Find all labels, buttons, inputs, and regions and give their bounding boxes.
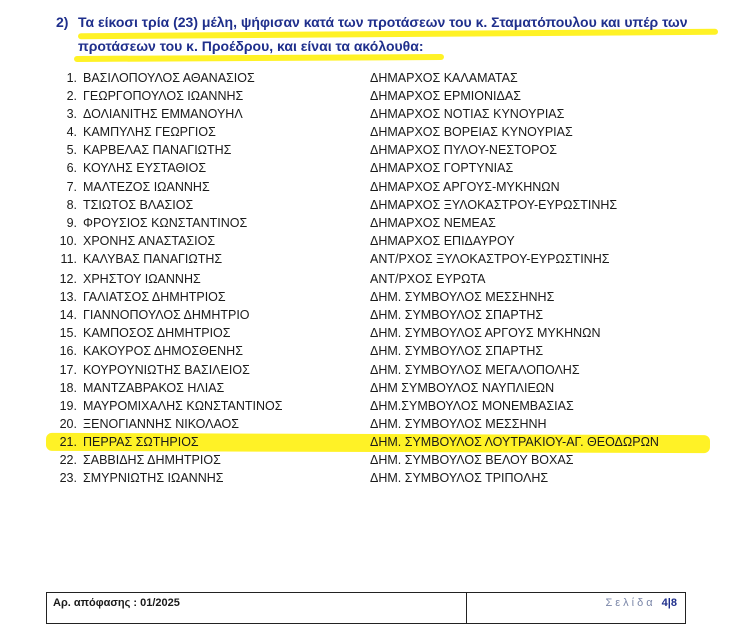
member-number: 14. (59, 308, 77, 323)
member-name: ΚΑΜΠΥΛΗΣ ΓΕΩΡΓΙΟΣ (83, 125, 216, 140)
member-number: 23. (59, 471, 77, 486)
member-number: 5. (66, 143, 77, 158)
member-number: 19. (59, 398, 77, 413)
decision-number: Αρ. απόφασης : 01/2025 (47, 593, 467, 623)
member-number: 2. (66, 89, 77, 104)
member-number: 22. (59, 452, 77, 467)
member-row (50, 453, 710, 471)
member-title: ΔΗΜ. ΣΥΜΒΟΥΛΟΣ ΒΕΛΟΥ ΒΟΧΑΣ (370, 452, 574, 467)
member-title: ΔΗΜ. ΣΥΜΒΟΥΛΟΣ ΜΕΓΑΛΟΠΟΛΗΣ (370, 362, 580, 377)
member-name: ΣΑΒΒΙΔΗΣ ΔΗΜΗΤΡΙΟΣ (83, 452, 221, 467)
member-title: ΔΗΜ. ΣΥΜΒΟΥΛΟΣ ΜΕΣΣΗΝΗΣ (370, 290, 555, 305)
member-row (50, 326, 710, 344)
member-row (50, 234, 710, 252)
member-title: ΔΗΜ.ΣΥΜΒΟΥΛΟΣ ΜΟΝΕΜΒΑΣΙΑΣ (370, 398, 574, 413)
member-name: ΠΕΡΡΑΣ ΣΩΤΗΡΙΟΣ (83, 434, 199, 449)
member-row (50, 107, 710, 125)
member-row (50, 471, 710, 489)
page-current: 4 (661, 597, 668, 609)
member-name: ΚΑΡΒΕΛΑΣ ΠΑΝΑΓΙΩΤΗΣ (83, 143, 232, 158)
member-row (50, 381, 710, 399)
member-name: ΤΣΙΩΤΟΣ ΒΛΑΣΙΟΣ (83, 197, 194, 212)
member-title: ΔΗΜΑΡΧΟΣ ΑΡΓΟΥΣ-ΜΥΚΗΝΩΝ (370, 179, 560, 194)
member-row (50, 161, 710, 179)
member-row (50, 417, 710, 435)
member-title: ΔΗΜ. ΣΥΜΒΟΥΛΟΣ ΣΠΑΡΤΗΣ (370, 344, 544, 359)
member-name: ΚΑΛΥΒΑΣ ΠΑΝΑΓΙΩΤΗΣ (83, 251, 223, 266)
member-name: ΧΡΟΝΗΣ ΑΝΑΣΤΑΣΙΟΣ (83, 233, 216, 248)
member-number: 8. (66, 197, 77, 212)
member-title: ΔΗΜΑΡΧΟΣ ΓΟΡΤΥΝΙΑΣ (370, 161, 514, 176)
member-number: 11. (60, 251, 77, 266)
member-title: ΔΗΜ. ΣΥΜΒΟΥΛΟΣ ΑΡΓΟΥΣ ΜΥΚΗΝΩΝ (370, 326, 601, 341)
member-title: ΔΗΜΑΡΧΟΣ ΕΠΙΔΑΥΡΟΥ (370, 233, 515, 248)
page-separator: | (667, 597, 671, 609)
member-number: 17. (59, 362, 77, 377)
member-row (50, 125, 710, 143)
page-label: Σελίδα (605, 597, 656, 609)
member-title: ΔΗΜ. ΣΥΜΒΟΥΛΟΣ ΛΟΥΤΡΑΚΙΟΥ-ΑΓ. ΘΕΟΔΩΡΩΝ (370, 434, 659, 449)
member-title: ΔΗΜΑΡΧΟΣ ΚΑΛΑΜΑΤΑΣ (370, 71, 518, 85)
member-row (50, 308, 710, 326)
member-number: 18. (59, 380, 77, 395)
member-list (50, 71, 710, 489)
member-number: 4. (66, 125, 77, 140)
member-title: ΔΗΜΑΡΧΟΣ ΞΥΛΟΚΑΣΤΡΟΥ-ΕΥΡΩΣΤΙΝΗΣ (370, 197, 618, 212)
member-title: ΔΗΜΑΡΧΟΣ ΝΕΜΕΑΣ (370, 215, 496, 230)
member-title: ΔΗΜΑΡΧΟΣ ΠΥΛΟΥ-ΝΕΣΤΟΡΟΣ (370, 143, 557, 158)
member-number: 21. (59, 434, 77, 449)
member-number: 13. (59, 290, 77, 305)
member-number: 9. (66, 215, 77, 230)
member-name: ΧΡΗΣΤΟΥ ΙΩΑΝΝΗΣ (83, 272, 201, 287)
member-name: ΜΑΛΤΕΖΟΣ ΙΩΑΝΝΗΣ (83, 179, 210, 194)
page-total: 8 (670, 597, 677, 609)
member-row (50, 216, 710, 234)
member-row (50, 435, 710, 453)
member-name: ΔΟΛΙΑΝΙΤΗΣ ΕΜΜΑΝΟΥΗΛ (83, 107, 243, 122)
section-number: 2) (56, 14, 69, 30)
member-title: ΑΝΤ/ΡΧΟΣ ΕΥΡΩΤΑ (370, 272, 486, 287)
member-number: 15. (59, 326, 77, 341)
member-title: ΔΗΜ ΣΥΜΒΟΥΛΟΣ ΝΑΥΠΛΙΕΩΝ (370, 380, 555, 395)
member-number: 10. (59, 233, 77, 248)
member-row (50, 272, 710, 290)
member-row (50, 71, 710, 89)
member-row (50, 363, 710, 381)
member-number: 12. (59, 272, 77, 287)
member-name: ΓΑΛΙΑΤΣΟΣ ΔΗΜΗΤΡΙΟΣ (83, 290, 226, 305)
member-name: ΚΑΜΠΟΣΟΣ ΔΗΜΗΤΡΙΟΣ (83, 326, 231, 341)
member-name: ΣΜΥΡΝΙΩΤΗΣ ΙΩΑΝΝΗΣ (83, 471, 224, 486)
member-row (50, 89, 710, 107)
member-title: ΔΗΜΑΡΧΟΣ ΒΟΡΕΙΑΣ ΚΥΝΟΥΡΙΑΣ (370, 125, 573, 140)
member-name: ΚΟΥΡΟΥΝΙΩΤΗΣ ΒΑΣΙΛΕΙΟΣ (83, 362, 250, 377)
member-title: ΔΗΜΑΡΧΟΣ ΕΡΜΙΟΝΙΔΑΣ (370, 89, 521, 104)
member-title: ΔΗΜ. ΣΥΜΒΟΥΛΟΣ ΣΠΑΡΤΗΣ (370, 308, 544, 323)
member-number: 1. (66, 71, 77, 85)
member-row (50, 180, 710, 198)
member-title: ΔΗΜ. ΣΥΜΒΟΥΛΟΣ ΤΡΙΠΟΛΗΣ (370, 471, 549, 486)
member-row (50, 399, 710, 417)
member-name: ΓΕΩΡΓΟΠΟΥΛΟΣ ΙΩΑΝΝΗΣ (83, 89, 244, 104)
member-name: ΓΙΑΝΝΟΠΟΥΛΟΣ ΔΗΜΗΤΡΙΟ (83, 308, 250, 323)
member-name: ΦΡΟΥΣΙΟΣ ΚΩΝΣΤΑΝΤΙΝΟΣ (83, 215, 248, 230)
member-number: 16. (59, 344, 77, 359)
page-indicator (467, 593, 685, 623)
member-name: ΜΑΝΤΖΑΒΡΑΚΟΣ ΗΛΙΑΣ (83, 380, 225, 395)
member-name: ΚΟΥΛΗΣ ΕΥΣΤΑΘΙΟΣ (83, 161, 207, 176)
member-row (50, 143, 710, 161)
heading-line-2: προτάσεων του κ. Προέδρου, και είναι τα ακόλουθα: (78, 38, 424, 54)
heading-line-1: Τα είκοσι τρία (23) μέλη, ψήφισαν κατά των προτάσεων του κ. Σταματόπουλου και υπέρ των (78, 14, 688, 30)
member-row (50, 344, 710, 362)
member-title: ΔΗΜΑΡΧΟΣ ΝΟΤΙΑΣ ΚΥΝΟΥΡΙΑΣ (370, 107, 565, 122)
member-number: 20. (59, 416, 77, 431)
member-title: ΑΝΤ/ΡΧΟΣ ΞΥΛΟΚΑΣΤΡΟΥ-ΕΥΡΩΣΤΙΝΗΣ (370, 251, 610, 266)
member-name: ΜΑΥΡΟΜΙΧΑΛΗΣ ΚΩΝΣΤΑΝΤΙΝΟΣ (83, 398, 283, 413)
member-number: 7. (66, 179, 77, 194)
member-row (50, 290, 710, 308)
member-title: ΔΗΜ. ΣΥΜΒΟΥΛΟΣ ΜΕΣΣΗΝΗ (370, 416, 547, 431)
member-row (50, 252, 710, 270)
member-row (50, 198, 710, 216)
member-name: ΞΕΝΟΓΙΑΝΝΗΣ ΝΙΚΟΛΑΟΣ (83, 416, 240, 431)
member-name: ΒΑΣΙΛΟΠΟΥΛΟΣ ΑΘΑΝΑΣΙΟΣ (83, 71, 255, 85)
member-number: 3. (66, 107, 77, 122)
page-footer (46, 592, 686, 624)
member-number: 6. (66, 161, 77, 176)
member-name: ΚΑΚΟΥΡΟΣ ΔΗΜΟΣΘΕΝΗΣ (83, 344, 243, 359)
